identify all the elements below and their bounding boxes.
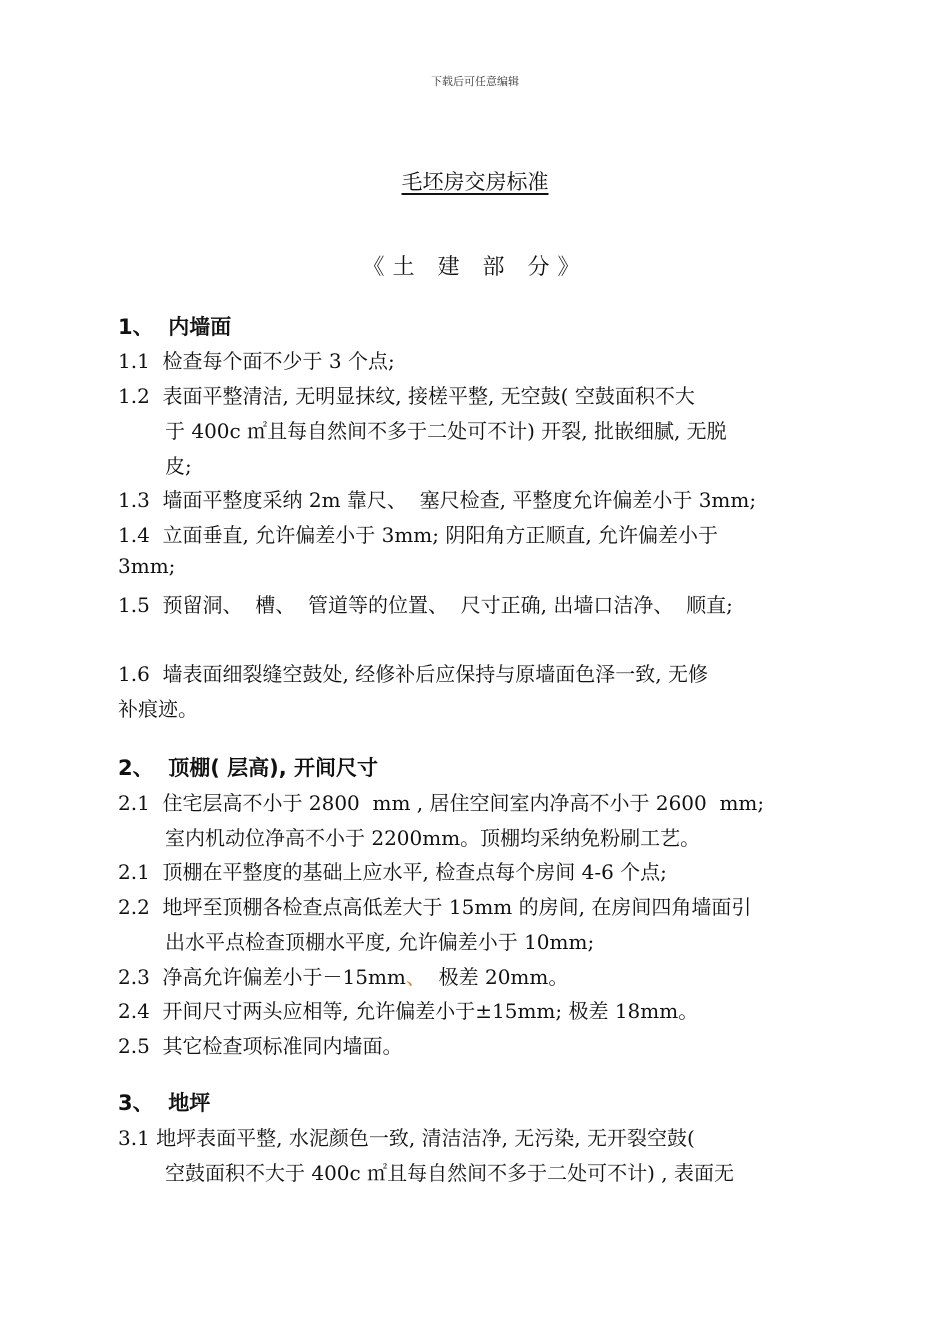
watermark-text: 下载后可任意编辑 — [431, 75, 519, 88]
accent-punctuation: 、 — [405, 965, 426, 989]
document-title — [0, 166, 950, 196]
text-line: 2.2 地坪至顶棚各检查点高低差大于 15mm 的房间, 在房间四角墙面引 — [118, 895, 752, 919]
text-line: 室内机动位净高不小于 2200mm。顶棚均采纳免粉刷工艺。 — [165, 826, 701, 850]
section-heading-3: 3、 地坪 — [118, 1091, 211, 1115]
document-subtitle: 《土 建 部 分》 — [362, 255, 588, 280]
text-line — [118, 961, 568, 990]
text-line: 2.1 顶棚在平整度的基础上应水平, 检查点每个房间 4-6 个点; — [118, 860, 667, 884]
text-line: 1.4 立面垂直, 允许偏差小于 3mm; 阴阳角方正顺直, 允许偏差小于 — [118, 523, 719, 547]
text-line: 空鼓面积不大于 400c ㎡且每自然间不多于二处可不计) , 表面无 — [165, 1161, 734, 1185]
text-line-part: 2.3 净高允许偏差小于－15mm — [118, 965, 406, 989]
section-heading-1: 1、 内墙面 — [118, 315, 232, 339]
text-line: 1.6 墙表面细裂缝空鼓处, 经修补后应保持与原墙面色泽一致, 无修 — [118, 662, 708, 686]
text-line: 2.4 开间尺寸两头应相等, 允许偏差小于±15mm; 极差 18mm。 — [118, 999, 699, 1023]
text-line: 皮; — [165, 454, 192, 478]
text-line: 补痕迹。 — [118, 697, 198, 721]
section-heading-2: 2、 顶棚( 层高), 开间尺寸 — [118, 756, 379, 780]
text-line: 1.2 表面平整清洁, 无明显抹纹, 接槎平整, 无空鼓( 空鼓面积不大 — [118, 384, 695, 408]
text-line: 出水平点检查顶棚水平度, 允许偏差小于 10mm; — [165, 930, 595, 954]
text-line: 2.5 其它检查项标准同内墙面。 — [118, 1034, 403, 1058]
text-line-part: 极差 20mm。 — [425, 965, 569, 989]
text-line: 1.3 墙面平整度采纳 2m 靠尺、 塞尺检查, 平整度允许偏差小于 3mm; — [118, 488, 757, 512]
text-line: 3mm; — [118, 554, 176, 578]
document-title-text: 毛坯房交房标准 — [401, 170, 549, 194]
text-line: 3.1 地坪表面平整, 水泥颜色一致, 清洁洁净, 无污染, 无开裂空鼓( — [118, 1126, 695, 1150]
text-line: 2.1 住宅层高不小于 2800 mm , 居住空间室内净高不小于 2600 mm; — [118, 791, 765, 815]
text-line: 1.1 检查每个面不少于 3 个点; — [118, 349, 395, 373]
text-line: 于 400c ㎡且每自然间不多于二处可不计) 开裂, 批嵌细腻, 无脱 — [165, 419, 727, 443]
text-line: 1.5 预留洞、 槽、 管道等的位置、 尺寸正确, 出墙口洁净、 顺直; — [118, 593, 733, 617]
